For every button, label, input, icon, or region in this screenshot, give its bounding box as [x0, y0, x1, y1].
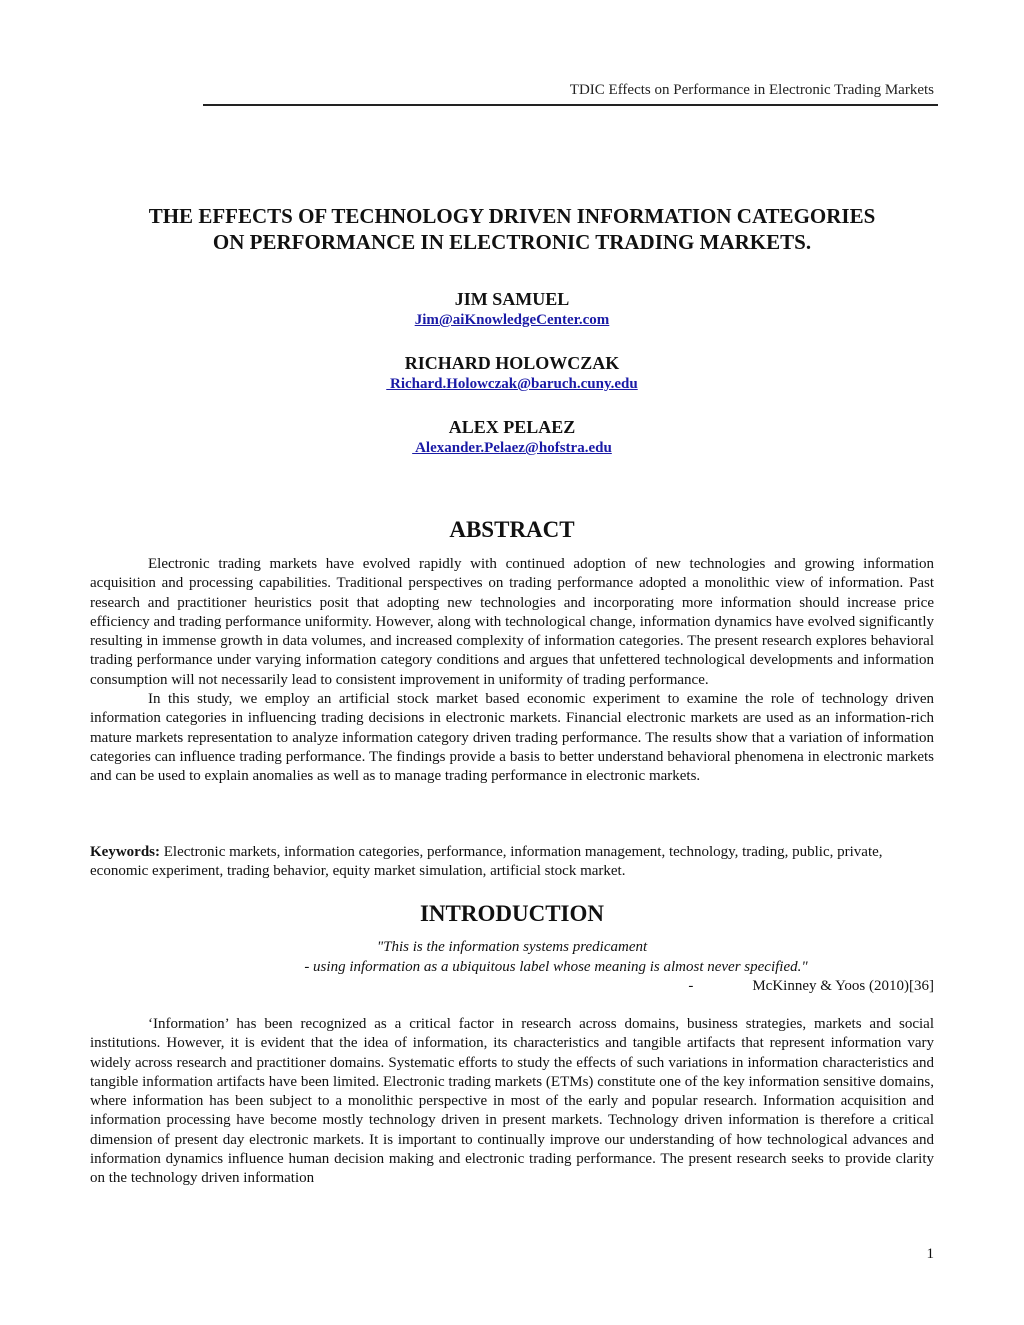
author-name: ALEX PELAEZ: [448, 417, 576, 437]
title-line-2: ON PERFORMANCE IN ELECTRONIC TRADING MARKETS.: [212, 230, 812, 254]
quote-author: McKinney & Yoos (2010)[36]: [752, 978, 934, 994]
quote-attribution: [90, 977, 934, 997]
abstract-paragraph: In this study, we employ an artificial stock market based economic experiment to examine the role of technology driven information categories in influencing trading decisions in electronic markets. Financial electronic markets are used as an information-rich mature markets representation to analyze information category driven trading performance. The results show that a variation of information categories can influence trading performance. The findings provide a basis to better understand behavioral phenomena in electronic markets and can be used to explain anomalies as well as to manage trading performance in electronic markets.: [90, 691, 934, 785]
running-header: TDIC Effects on Performance in Electronic Trading Markets: [569, 82, 934, 98]
author-block: [90, 416, 934, 480]
keywords-text: Electronic markets, information categories, performance, information management, technology, trading, public, private, economic experiment, trading behavior, equity market simulation, artificial stock market.: [90, 844, 883, 880]
author-name: RICHARD HOLOWCZAK: [404, 353, 620, 373]
abstract-paragraph: Electronic trading markets have evolved rapidly with continued adoption of new technologies and growing information acquisition and processing capabilities. Traditional perspectives on trading performance adopted a monolithic view of information. Past research and practitioner heuristics posit that adopting new technologies and incorporating more information should increase price efficiency and trading performance uniformity. However, along with technological change, information dynamics have evolved significantly resulting in immense growth in data volumes, and increased complexity of information categories. The present research explores behavioral trading performance under varying information category conditions and argues that unfettered technological developments and information consumption will not necessarily lead to consistent improvement in uniformity of trading performance.: [90, 556, 934, 688]
author-block: [90, 288, 934, 352]
author-block: [90, 352, 934, 416]
author-name: JIM SAMUEL: [454, 289, 570, 309]
title-line-1: THE EFFECTS OF TECHNOLOGY DRIVEN INFORMATION CATEGORIES: [148, 204, 876, 228]
introduction-body: [90, 1015, 934, 1189]
abstract-body: [90, 555, 934, 787]
introduction-heading: INTRODUCTION: [419, 901, 605, 926]
introduction-paragraph: ‘Information’ has been recognized as a critical factor in research across domains, business strategies, markets and social institutions. However, it is evident that the idea of information, its characteristics and tangible artifacts that represent information vary widely across research and practitioner domains. Systematic efforts to study the effects of such variations in information characteristics and tangible information artifacts have been limited. Electronic trading markets (ETMs) constitute one of the key information sensitive domains, where information has been subject to a monolithic perspective in most of the early and popular research. Information acquisition and information processing have become mostly technology driven in present markets. Technology driven information is therefore a critical dimension of present day electronic markets. It is important to continually improve our understanding of how technological advances and information dynamics influence human decision making and electronic trading performance. The present research seeks to provide clarity on the technology driven information: [90, 1016, 934, 1187]
page-number: 1: [926, 1246, 934, 1262]
author-email-link[interactable]: Richard.Holowczak@baruch.cuny.edu: [386, 376, 638, 392]
author-list: [90, 288, 934, 480]
quote-dash: -: [688, 978, 694, 994]
abstract-heading: ABSTRACT: [449, 517, 575, 542]
paper-title: [90, 203, 934, 255]
keywords: [90, 843, 934, 882]
keywords-label: Keywords:: [90, 844, 160, 860]
header-divider: [203, 104, 938, 106]
epigraph-quote: [90, 938, 934, 997]
author-email-link[interactable]: Alexander.Pelaez@hofstra.edu: [412, 440, 612, 456]
author-email-link[interactable]: Jim@aiKnowledgeCenter.com: [414, 312, 610, 328]
quote-line-1: "This is the information systems predicament: [376, 939, 648, 955]
quote-line-2: - using information as a ubiquitous label whose meaning is almost never specified.": [304, 958, 808, 975]
